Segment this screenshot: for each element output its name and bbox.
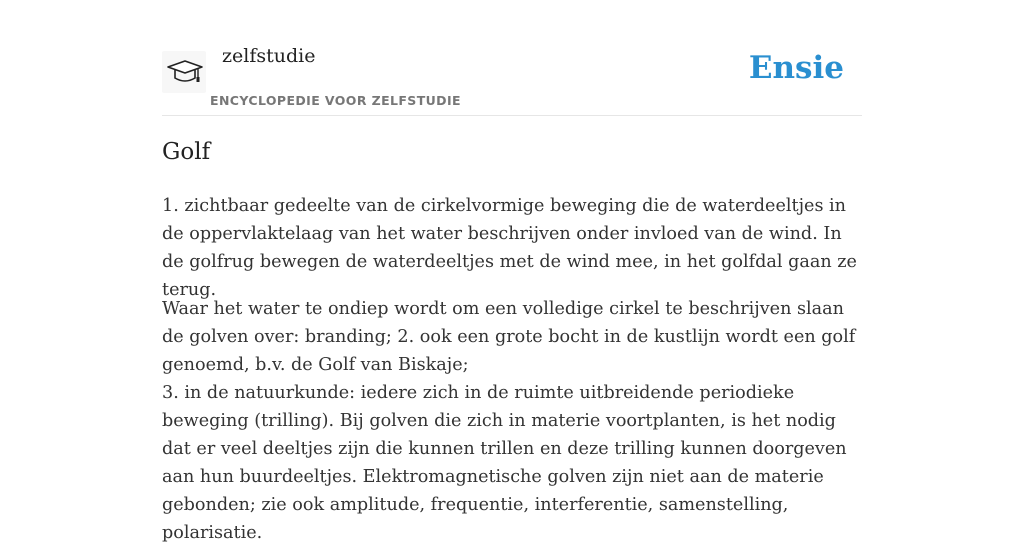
site-logo[interactable] — [162, 51, 206, 93]
article-paragraph-2-part-1: Waar het water te ondiep wordt om een volledige cirkel te beschrijven slaan de golven over: branding; 2. ook een grote bocht in de kustlijn wordt een golf genoemd, b.v. de Golf van Biskaje; — [162, 299, 856, 375]
article-paragraph-1: 1. zichtbaar gedeelte van de cirkelvormige beweging die de waterdeeltjes in de oppervlaktelaag van het water beschrijven onder invloed van de wind. In de golfrug bewegen de waterdeeltjes met de wind mee, in het golfdal gaan ze terug. — [162, 196, 857, 300]
site-header — [162, 0, 862, 116]
article-paragraph-2 — [162, 295, 862, 547]
page — [162, 0, 862, 543]
brand-logo-link[interactable]: Ensie — [748, 50, 844, 86]
article-paragraph-2-part-2: 3. in de natuurkunde: iedere zich in de ruimte uitbreidende periodieke beweging (trilling). Bij golven die zich in materie voortplanten, is het nodig dat er veel deeltjes zijn die kunnen trillen en deze trilling kunnen doorgeven aan hun buurdeeltjes. Elektromagnetische golven zijn niet aan de materie gebonden; zie ook amplitude, frequentie, interferentie, samenstelling, polarisatie. — [162, 383, 847, 543]
page-title: Golf — [162, 139, 211, 165]
site-name[interactable]: zelfstudie — [222, 45, 316, 67]
site-tagline: ENCYCLOPEDIE VOOR ZELFSTUDIE — [210, 93, 461, 108]
